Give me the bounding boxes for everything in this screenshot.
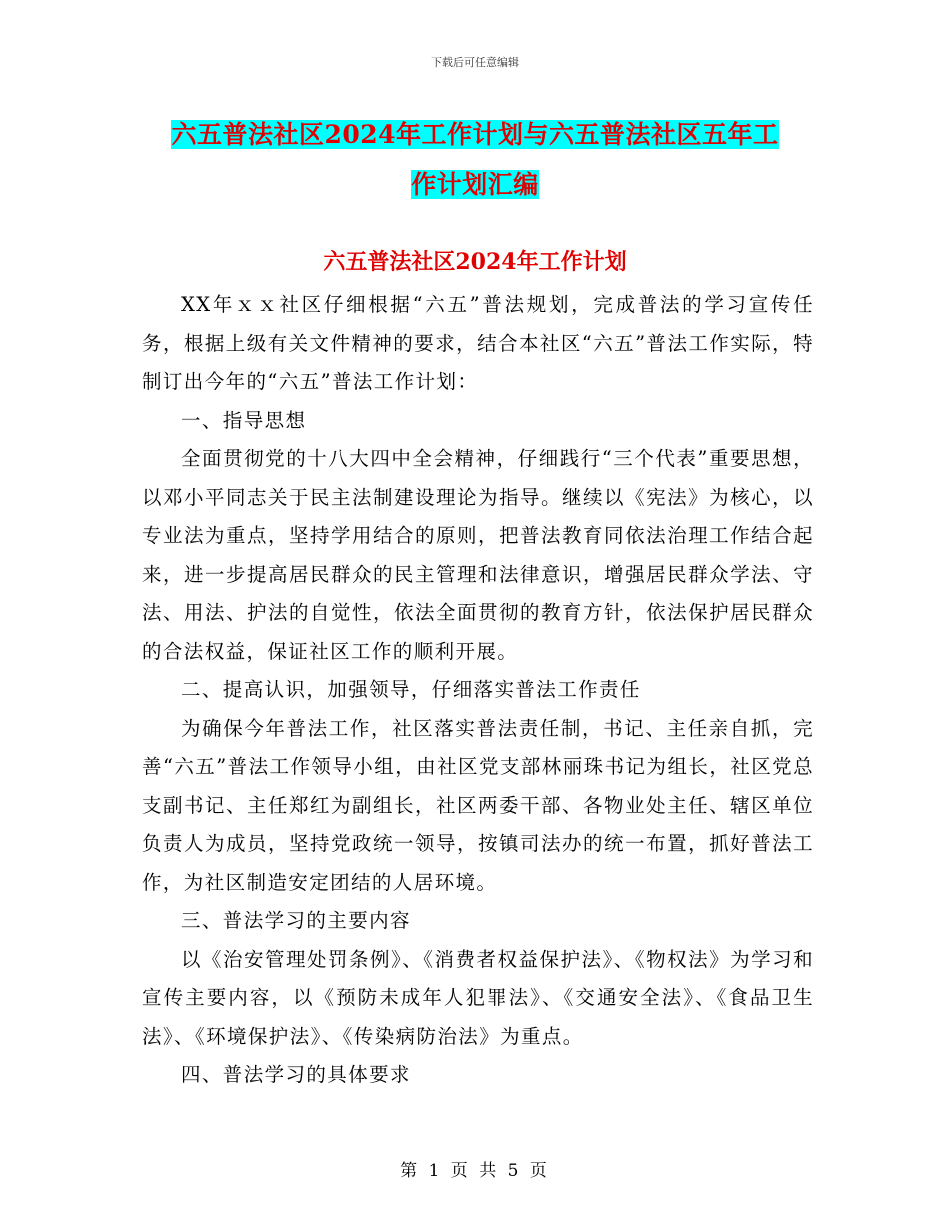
title-line-1: 六五普法社区2024年工作计划与六五普法社区五年工 — [171, 120, 779, 149]
page-header: 下载后可任意编辑 — [431, 56, 519, 69]
paragraph-leadership: 为确保今年普法工作，社区落实普法责任制，书记、主任亲自抓，完善“六五”普法工作领导小组，由社区党支部林丽珠书记为组长，社区党总支副书记、主任郑红为副组长，社区两委干部、各物业处主任、辖区单位负责人为成员，坚持党政统一领导，按镇司法办的统一布置，抓好普法工作，为社区制造安定团结的人居环境。 — [142, 716, 814, 894]
paragraph-guiding-thought: 全面贯彻党的十八大四中全会精神，仔细践行“三个代表”重要思想，以邓小平同志关于民主法制建设理论为指导。继续以《宪法》为核心，以专业法为重点，坚持学用结合的原则，把普法教育同依法治理工作结合起来，进一步提高居民群众的民主管理和法律意识，增强居民群众学法、守法、用法、护法的自觉性，依法全面贯彻的教育方针，依法保护居民群众的合法权益，保证社区工作的顺利开展。 — [142, 447, 814, 663]
heading-requirements: 四、普法学习的具体要求 — [181, 1063, 411, 1086]
heading-leadership: 二、提高认识，加强领导，仔细落实普法工作责任 — [181, 678, 641, 701]
title-line-2: 作计划汇编 — [411, 170, 539, 199]
document-title — [140, 110, 810, 210]
heading-guiding-thought: 一、指导思想 — [181, 408, 307, 432]
paragraph-main-content: 以《治安管理处罚条例》、《消费者权益保护法》、《物权法》为学习和宣传主要内容，以《预防未成年人犯罪法》、《交通安全法》、《食品卫生法》、《环境保护法》、《传染病防治法》为重点。 — [142, 947, 814, 1048]
page-footer: 第 1 页 共 5 页 — [400, 1161, 550, 1181]
paragraph-intro: XX年ｘｘ社区仔细根据“六五”普法规划，完成普法的学习宣传任务，根据上级有关文件精神的要求，结合本社区“六五”普法工作实际，特制订出今年的“六五”普法工作计划： — [142, 293, 814, 393]
heading-main-content: 三、普法学习的主要内容 — [181, 909, 411, 932]
document-body — [142, 286, 814, 1095]
section-title: 六五普法社区2024年工作计划 — [323, 249, 627, 275]
